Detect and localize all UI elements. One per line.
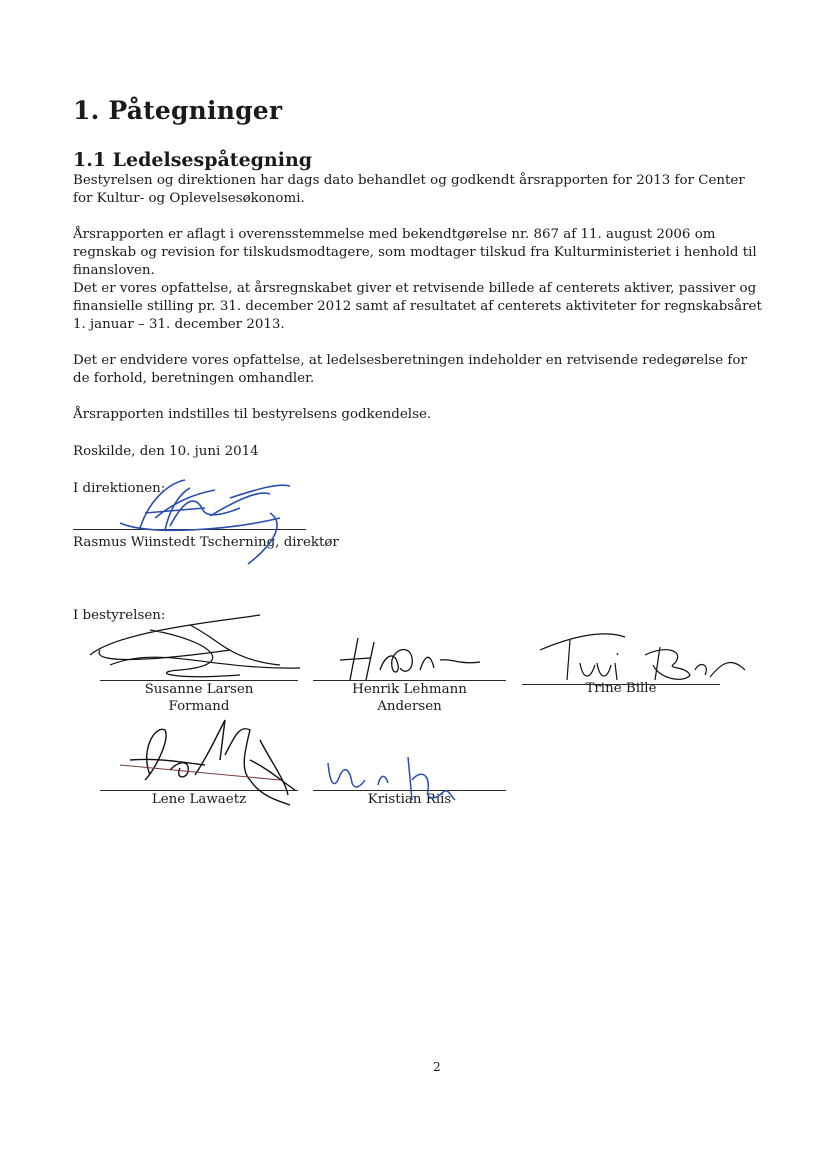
direktion-label: I direktionen: <box>73 481 166 496</box>
bestyrelse-label: I bestyrelsen: <box>73 608 166 623</box>
signature-direktor <box>110 468 310 568</box>
signer-2-role: Andersen <box>377 699 442 714</box>
section-heading: 1.1 Ledelsespåtegning <box>73 149 313 171</box>
paragraph-5: Årsrapporten indstilles til bestyrelsens godkendelse. <box>73 407 432 422</box>
paragraph-3: Det er vores opfattelse, at årsregnskabet giver et retvisende billede af centerets aktiver, passiver og finansielle stilling pr. 31. december 2012 samt af resultatet af centerets aktiviteter for regnskabsåret 1. januar – 31. december 2013. <box>73 281 762 332</box>
page-title: 1. Påtegninger <box>73 96 283 125</box>
place-date: Roskilde, den 10. juni 2014 <box>73 444 259 459</box>
page-number: 2 <box>433 1060 441 1074</box>
signer-1-role: Formand <box>168 699 230 714</box>
signature-1 <box>80 610 320 690</box>
signer-1-name: Susanne Larsen <box>144 682 254 697</box>
signer-5-name: Kristian Riis <box>367 792 452 807</box>
signature-4 <box>110 700 310 820</box>
paragraph-1: Bestyrelsen og direktionen har dags dato behandlet og godkendt årsrapporten for 2013 for Center for Kultur- og Oplevelsesøkonomi. <box>73 173 745 206</box>
signature-2 <box>330 630 500 690</box>
signer-3-name: Trine Bille <box>585 681 657 696</box>
signature-3 <box>535 625 755 690</box>
paragraph-2: Årsrapporten er aflagt i overensstemmelse med bekendtgørelse nr. 867 af 11. august 2006 om regnskab og revision for tilskudsmodtagere, som modtager tilskud fra Kulturministeriet i henhold til finansloven. <box>73 227 757 278</box>
paragraph-4: Det er endvidere vores opfattelse, at ledelsesberetningen indeholder en retvisende redegørelse for de forhold, beretningen omhandler. <box>73 353 747 386</box>
signer-4-name: Lene Lawaetz <box>151 792 247 807</box>
direktor-name: Rasmus Wiinstedt Tscherning, direktør <box>73 535 339 550</box>
signature-5 <box>320 745 470 805</box>
signer-2-name: Henrik Lehmann <box>352 682 467 697</box>
